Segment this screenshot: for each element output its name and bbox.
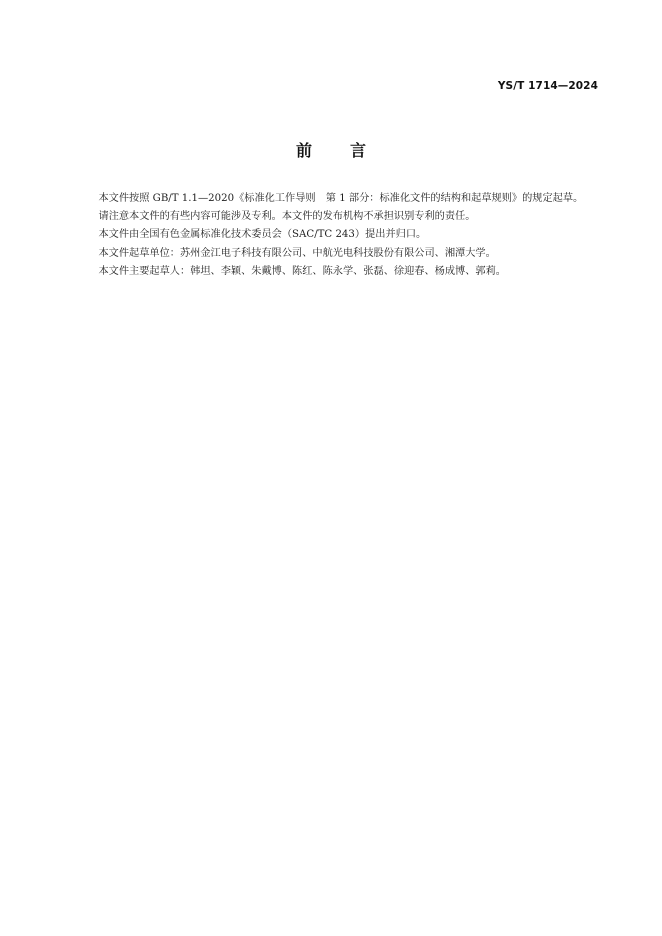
paragraph-drafting-units: 本文件起草单位：苏州金江电子科技有限公司、中航光电科技股份有限公司、湘潭大学。	[98, 247, 496, 259]
paragraph-drafters: 本文件主要起草人：韩坦、李颖、朱戴博、陈红、陈永学、张磊、徐迎春、杨成博、郭莉。	[98, 265, 506, 277]
foreword-title: 前言	[295, 141, 404, 160]
standard-number: YS/T 1714—2024	[497, 80, 598, 92]
paragraph-patent-notice: 请注意本文件的有些内容可能涉及专利。本文件的发布机构不承担识别专利的责任。	[98, 211, 476, 223]
paragraph-proposer: 本文件由全国有色金属标准化技术委员会（SAC/TC 243）提出并归口。	[98, 229, 427, 241]
paragraph-drafting-rules: 本文件按照 GB/T 1.1—2020《标准化工作导则 第 1 部分：标准化文件的结构和起草规则》的规定起草。	[98, 193, 584, 204]
foreword-body	[78, 190, 598, 281]
